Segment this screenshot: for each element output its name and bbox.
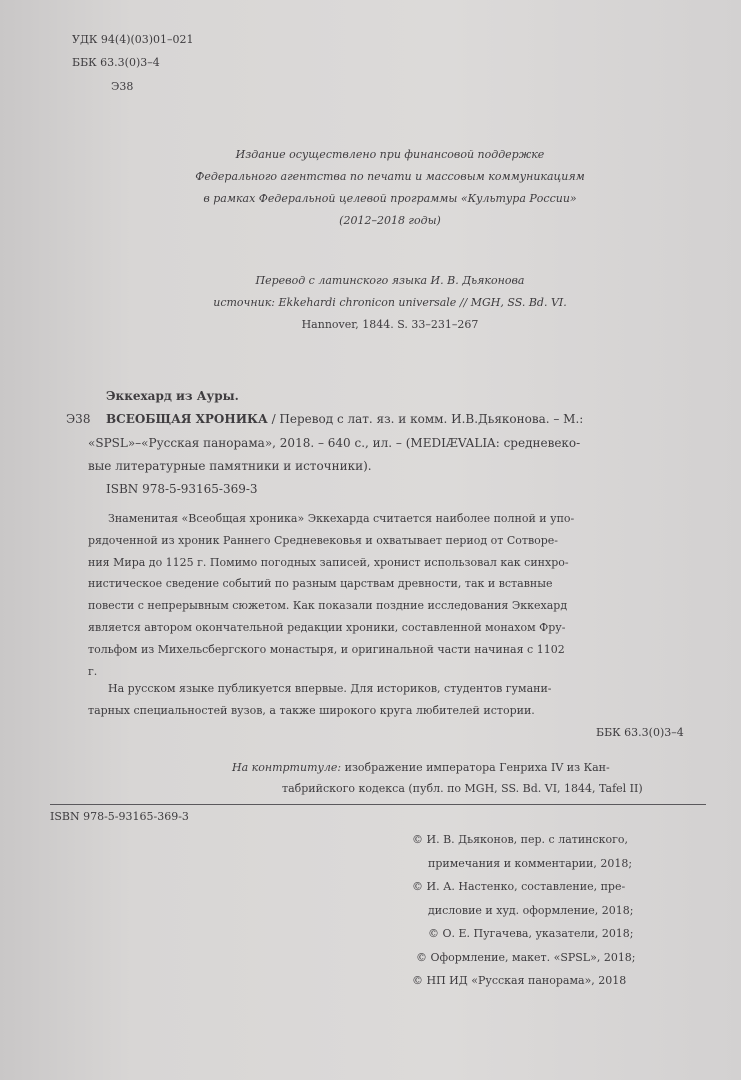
biblio-title-line [106,412,583,426]
bbk-right: ББК 63.3(0)3–4 [596,726,684,739]
udk-code: УДК 94(4)(03)01–021 [72,33,194,46]
annotation-line: нистическое сведение событий по разным царствам древности, так и вставные [88,577,553,591]
annotation-line: тольфом из Михельсбергского монастыря, и оригинальной части начиная с 1102 [88,642,565,656]
isbn-bottom: ISBN 978-5-93165-369-3 [50,810,189,823]
annotation-line: г. [88,664,98,678]
audience-block [88,678,552,722]
support-line: Федерального агентства по печати и массовым коммуникациям [195,170,585,183]
copyright-block [412,828,636,993]
biblio-line3: вые литературные памятники и источники). [88,459,372,473]
translation-line: Hannover, 1844. S. 33–231–267 [301,318,479,331]
copyright-line: дисловие и худ. оформление, 2018; [428,903,634,917]
annotation-block [88,508,574,682]
biblio-author: Эккехард из Ауры. [106,389,239,403]
separator-rule [50,804,706,805]
support-block [160,144,620,232]
cover-line2: табрийского кодекса (публ. по MGH, SS. Bd. VI, 1844, Tafel II) [282,782,643,795]
copyright-line: © О. Е. Пугачева, указатели, 2018; [428,927,634,940]
cover-line1-rest: изображение императора Генриха IV из Кан- [341,761,610,774]
biblio-isbn: ISBN 978-5-93165-369-3 [106,482,258,496]
cover-line1 [232,757,643,778]
copyright-line: © Оформление, макет. «SPSL», 2018; [416,950,636,964]
biblio-code: Э38 [66,412,91,426]
support-line: (2012–2018 годы) [339,214,441,227]
bbk-code: ББК 63.3(0)3–4 [72,56,160,69]
annotation-line: ния Мира до 1125 г. Помимо погодных записей, хронист использовал как синхро- [88,555,569,569]
audience-line: На русском языке публикуется впервые. Для историков, студентов гумани- [108,682,552,695]
annotation-line: является автором окончательной редакции хроники, составленной монахом Фру- [88,620,566,634]
author-mark: Э38 [111,80,134,93]
translation-block [150,270,630,336]
annotation-line: Знаменитая «Всеобщая хроника» Эккехарда считается наиболее полной и упо- [108,512,575,525]
copyright-line: примечания и комментарии, 2018; [428,856,633,870]
biblio-line1-rest: / Перевод с лат. яз. и комм. И.В.Дьяконова. – М.: [267,412,584,426]
copyright-line: © И. В. Дьяконов, пер. с латинского, [412,833,629,846]
annotation-line: рядоченной из хроник Раннего Средневековья и охватывает период от Сотворе- [88,533,559,547]
annotation-line: повести с непрерывным сюжетом. Как показали поздние исследования Эккехард [88,599,568,613]
copyright-line: © НП ИД «Русская панорама», 2018 [412,974,627,987]
support-line: Издание осуществлено при финансовой поддержке [235,148,545,161]
copyright-line: © И. А. Настенко, составление, пре- [412,880,626,893]
biblio-title: ВСЕОБЩАЯ ХРОНИКА [106,412,268,426]
translation-line: Перевод с латинского языка И. В. Дьяконова [255,274,525,287]
audience-line: тарных специальностей вузов, а также широкого круга любителей истории. [88,704,535,717]
support-line: в рамках Федеральной целевой программы «Культура России» [203,192,577,205]
cover-note [232,757,643,799]
biblio-line2: «SPSL»–«Русская панорама», 2018. – 640 с., ил. – (MEDIÆVALIA: средневеко- [88,436,581,450]
cover-label: На контртитуле: [232,761,342,774]
translation-line: источник: Ekkehardi chronicon universale // MGH, SS. Bd. VI. [213,296,567,309]
